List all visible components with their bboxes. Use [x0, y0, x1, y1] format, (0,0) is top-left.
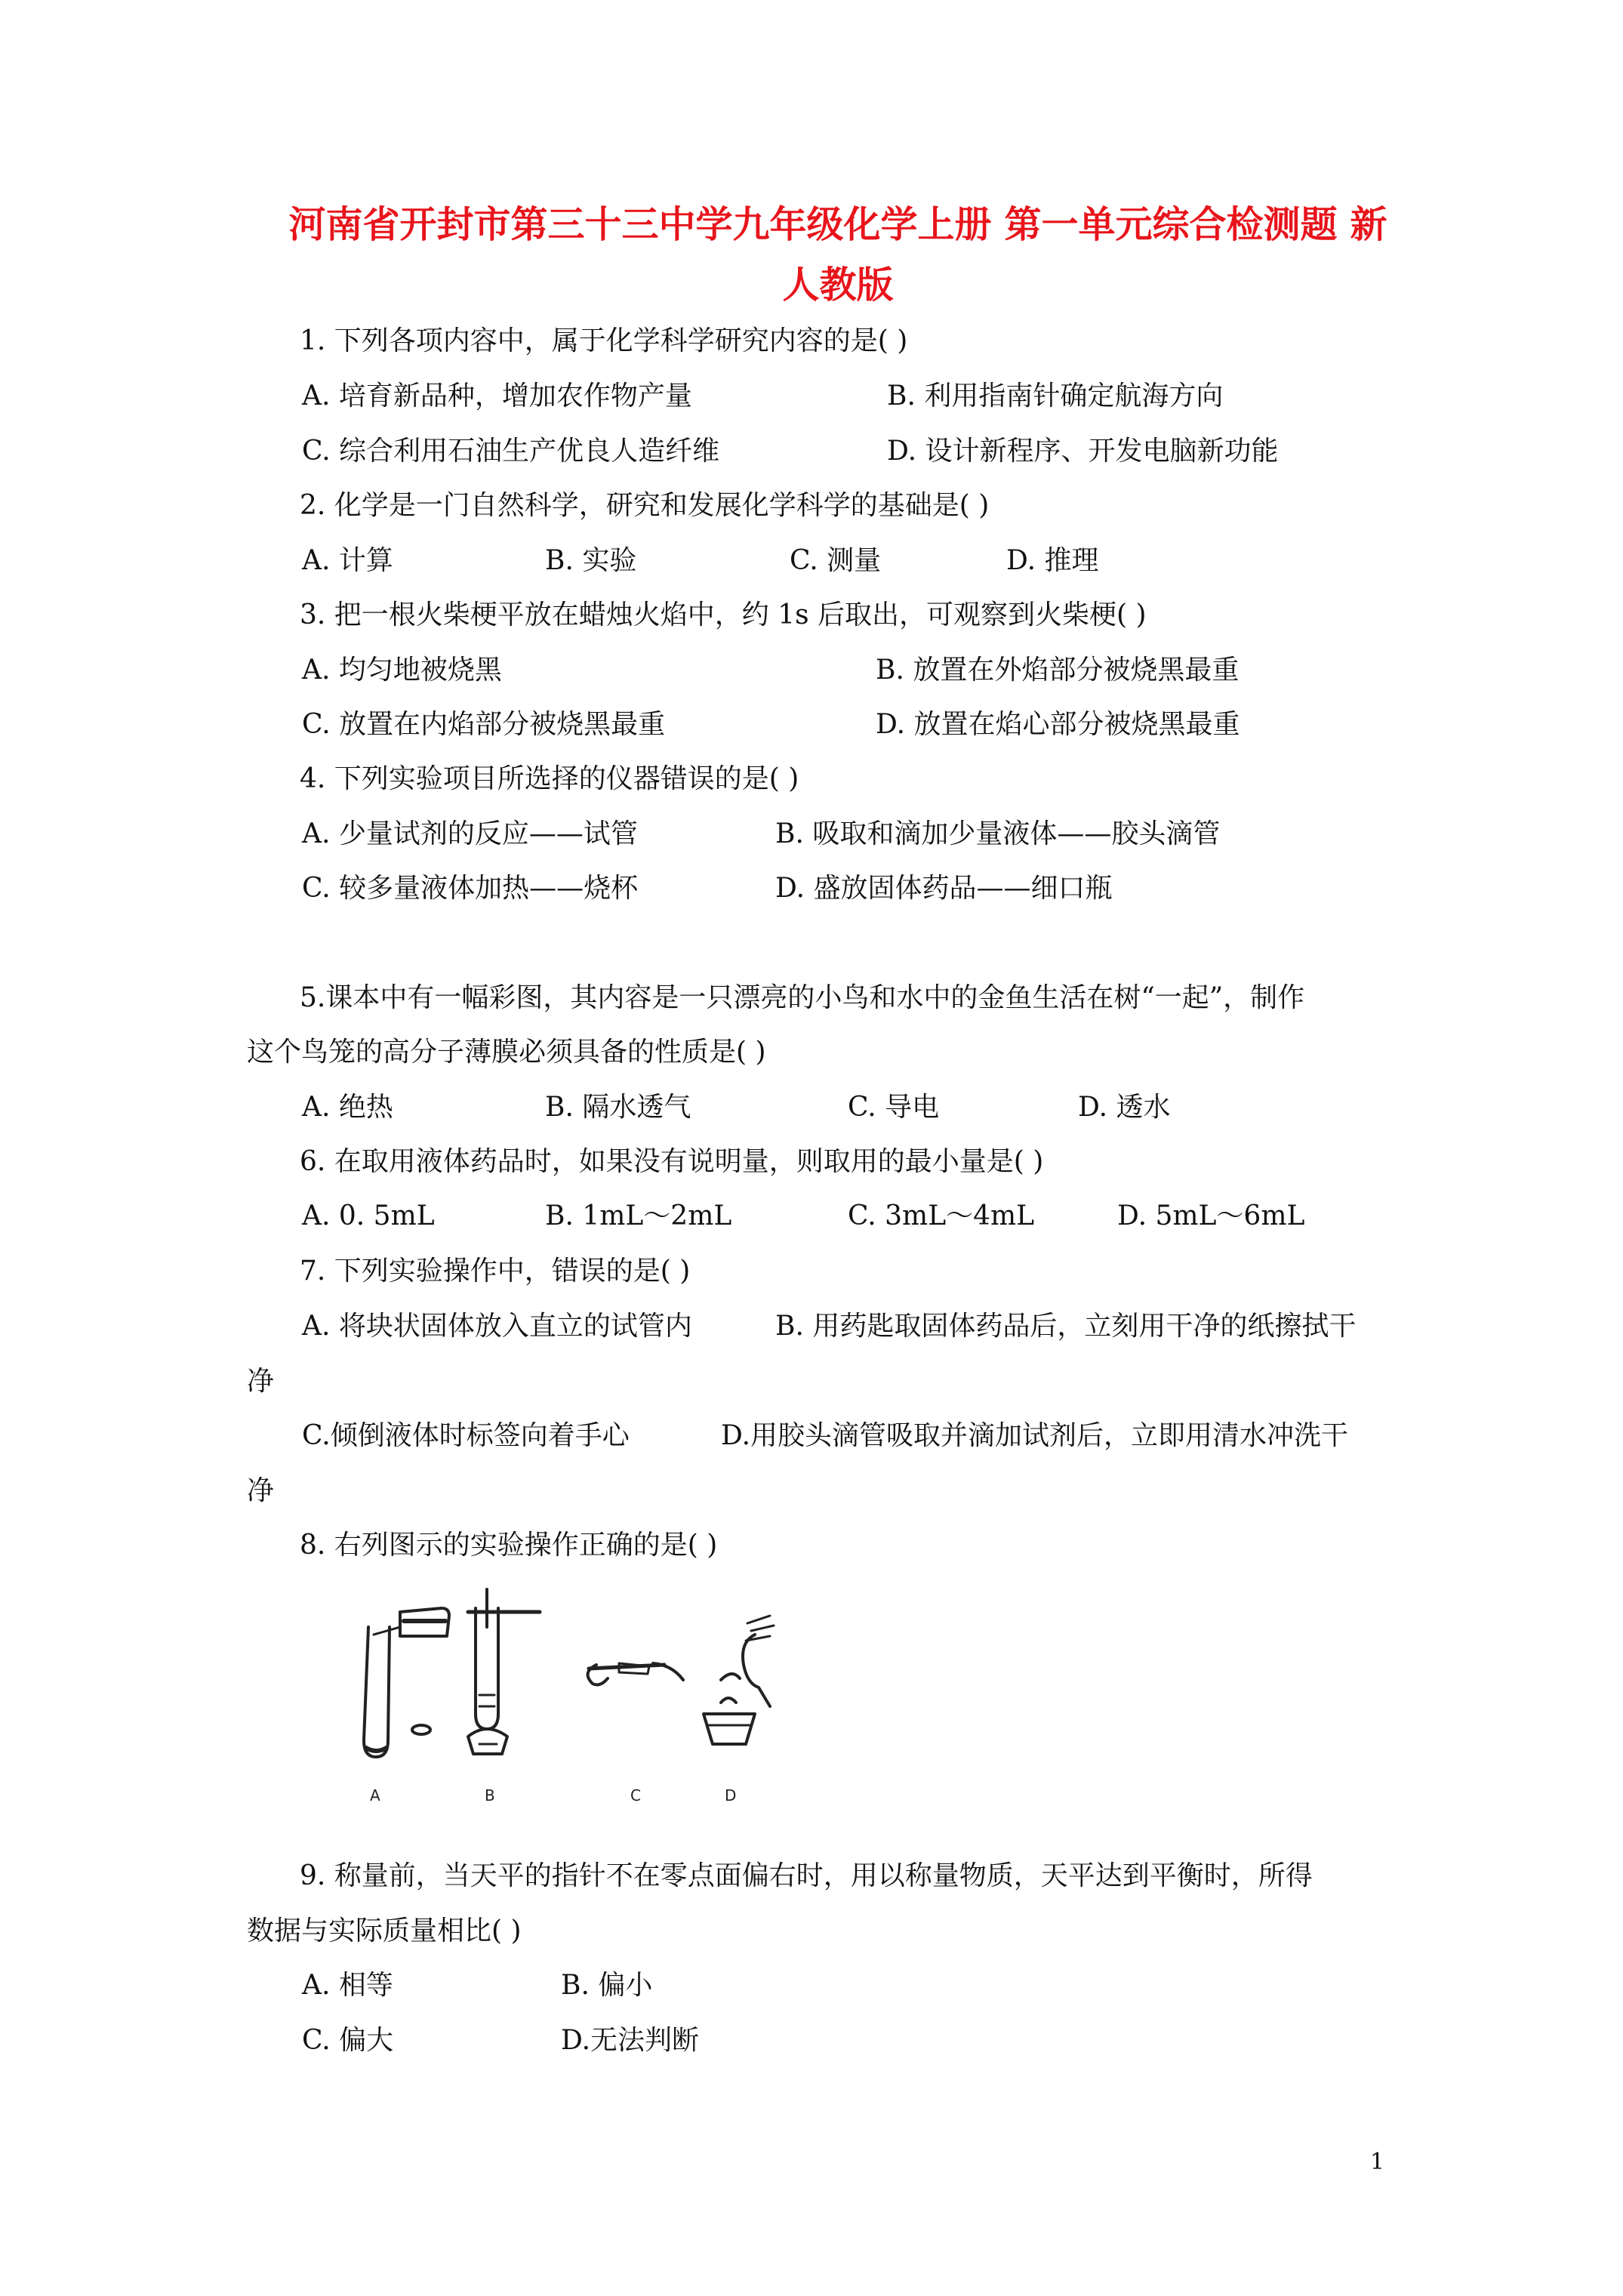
- question-4-option-b: B. 吸取和滴加少量液体——胶头滴管: [775, 818, 1221, 849]
- question-1-option-d: D. 设计新程序、开发电脑新功能: [887, 436, 1279, 467]
- figure-a-pouring-icon: [364, 1608, 449, 1757]
- question-7-option-b: B. 用药匙取固体药品后，立刻用干净的纸擦拭干: [775, 1311, 1357, 1342]
- question-5-option-c: C. 导电: [848, 1092, 940, 1123]
- question-3-option-a: A. 均匀地被烧黑: [302, 655, 502, 686]
- question-6-stem: 6. 在取用液体药品时，如果没有说明量，则取用的最小量是( ): [300, 1146, 1044, 1177]
- question-9-option-c: C. 偏大: [302, 2025, 394, 2056]
- question-4-option-a: A. 少量试剂的反应——试管: [302, 818, 638, 849]
- question-5-option-b: B. 隔水透气: [545, 1092, 691, 1123]
- question-1-option-a: A. 培育新品种，增加农作物产量: [302, 381, 692, 411]
- figure-label-c: C: [630, 1786, 641, 1804]
- figure-c-hands-icon: [588, 1663, 683, 1684]
- question-3-stem: 3. 把一根火柴梗平放在蜡烛火焰中，约 1s 后取出，可观察到火柴梗( ): [300, 599, 1147, 630]
- question-5-stem-line-1: 5.课本中有一幅彩图，其内容是一只漂亮的小鸟和水中的金鱼生活在树“一起”，制作: [300, 982, 1305, 1013]
- question-2-option-b: B. 实验: [545, 545, 637, 576]
- question-2-option-d: D. 推理: [1006, 545, 1099, 576]
- question-3-option-c: C. 放置在内焰部分被烧黑最重: [302, 709, 666, 740]
- title-line-2: 人教版: [782, 264, 894, 307]
- question-6-option-c: C. 3mL～4mL: [848, 1200, 1035, 1231]
- question-1-option-c: C. 综合利用石油生产优良人造纤维: [302, 436, 720, 467]
- question-8-stem: 8. 右列图示的实验操作正确的是( ): [300, 1530, 718, 1561]
- question-9-option-d: D.无法判断: [561, 2025, 700, 2056]
- question-1-stem: 1. 下列各项内容中，属于化学科学研究内容的是( ): [300, 325, 908, 356]
- question-3-option-d: D. 放置在焰心部分被烧黑最重: [876, 709, 1240, 740]
- question-6-option-b: B. 1mL～2mL: [545, 1200, 732, 1231]
- question-4-option-d: D. 盛放固体药品——细口瓶: [775, 873, 1113, 904]
- question-4-stem: 4. 下列实验项目所选择的仪器错误的是( ): [300, 763, 799, 794]
- question-5-stem-line-2: 这个鸟笼的高分子薄膜必须具备的性质是( ): [247, 1037, 766, 1068]
- figure-label-d: D: [725, 1786, 737, 1804]
- question-7-option-d-wrap: 净: [247, 1475, 275, 1506]
- question-6-option-d: D. 5mL～6mL: [1117, 1200, 1305, 1231]
- question-7-option-a: A. 将块状固体放入直立的试管内: [302, 1311, 692, 1342]
- document-title: [226, 195, 1449, 316]
- question-9-stem-line-1: 9. 称量前，当天平的指针不在零点面偏右时，用以称量物质，天平达到平衡时，所得: [300, 1860, 1313, 1891]
- figure-b-heating-icon: [468, 1589, 540, 1754]
- question-9-option-a: A. 相等: [302, 1970, 393, 2001]
- question-3-option-b: B. 放置在外焰部分被烧黑最重: [876, 655, 1240, 686]
- question-7-stem: 7. 下列实验操作中，错误的是( ): [300, 1256, 691, 1287]
- question-4-option-c: C. 较多量液体加热——烧杯: [302, 873, 639, 904]
- question-7-option-b-wrap: 净: [247, 1366, 275, 1397]
- page-number: 1: [1370, 2149, 1385, 2175]
- figure-label-b: B: [485, 1786, 495, 1804]
- figure-d-smelling-icon: [704, 1616, 774, 1744]
- question-5-option-a: A. 绝热: [302, 1092, 393, 1123]
- question-2-option-a: A. 计算: [302, 545, 393, 576]
- question-2-option-c: C. 测量: [790, 545, 882, 576]
- question-9-option-b: B. 偏小: [561, 1970, 653, 2001]
- question-8-figure: [347, 1582, 845, 1808]
- question-7-option-d: D.用胶头滴管吸取并滴加试剂后，立即用清水冲洗干: [721, 1420, 1349, 1451]
- title-line-1: 河南省开封市第三十三中学九年级化学上册 第一单元综合检测题 新: [288, 203, 1387, 246]
- question-6-option-a: A. 0. 5mL: [302, 1200, 435, 1231]
- question-9-stem-line-2: 数据与实际质量相比( ): [247, 1915, 522, 1946]
- question-7-option-c: C.倾倒液体时标签向着手心: [302, 1420, 630, 1451]
- question-1-option-b: B. 利用指南针确定航海方向: [887, 381, 1224, 411]
- question-5-option-d: D. 透水: [1078, 1092, 1171, 1123]
- figure-label-a: A: [370, 1786, 380, 1804]
- question-2-stem: 2. 化学是一门自然科学，研究和发展化学科学的基础是( ): [300, 490, 990, 521]
